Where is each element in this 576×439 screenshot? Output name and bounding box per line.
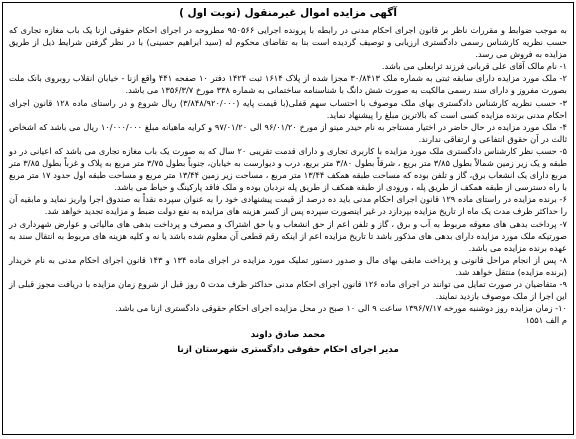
clause-4: ۴- ملک مورد مزایده در حال حاضر در اختیار مستاجر به نام حیدر مینو از مورخ ۹۶/۰۱/۲۰ الی ۹۷/۰۱/۲۰ و کرایه ماهیانه مبلغ ۱۰/۰۰۰/۰۰۰ ریال می باشد که اشخاص ثالث در آن حقوق انتفاعی و ارتفاقی ندارند. (9, 121, 567, 144)
clause-9: ۹- متقاضیان در صورت تمایل می توانند در اجرای ماده ۱۲۶ قانون اجرای احکام مدنی حداکثر ظرف مدت ۵ روز قبل از شروع زمان مزایده با دریافت مجوز قبلی از این اجرا از ملک موصوف بازدید نمایند. (9, 278, 567, 302)
notice-title: آگهی مزایده اموال غیرمنقول (نوبت اول ) (179, 7, 397, 19)
auction-notice (2, 2, 574, 435)
clause-7: ۷- پرداخت بدهی های معوقه مربوط به آب و برق ، گاز و تلفن اعم از حق انشعاب و یا حق اشتراک و مصرف و پرداخت بدهی های مالیاتی و عوارض شهرداری در صورتیکه ملک مورد مزایده دارای بدهی های مذکور باشد تا تاریخ مزایده اعم از اینکه رقم قطعی آن معلوم شده باشد یا نه و کلیه هزینه های مربوط به انتقال سند به عهده برنده مزایده می باشد. (9, 218, 567, 253)
notice-body (9, 24, 567, 326)
clause-3: ۳- حسب نظریه کارشناس دادگستری بهای ملک موصوف با احتساب سهم قفلی(با قیمت پایه (۳/۸۴۸/۹۲۰/۰۰۰) ریال شروع و در راستای ماده ۱۲۸ قانون اجرای احکام مدنی برنده مزایده کسی است که بالاترین مبلغ را پیشنهاد نماید. (9, 97, 567, 120)
clause-5: ۵- حسب نظر کارشناس دادگستری ملک مورد مزایده با کاربری تجاری و دارای قدمت تقریبی ۲۰ سال که به صورت یک باب مغازه تجاری می باشد که اعیانی در دو طبقه و یک زیر زمین شمالاً بطول ۳/۸۵ متر بریع ، شرقاً بطول ۳/۸۰ متر بریع، درب و دیوارست به خیابان، جنوباً بطول ۳/۷۵ متر مربع به پلاک و غرباً بطول ۳/۸۵ متر مربع دارای یک انشعاب برق، گاز و تلفن بوده که مساحت طبقه همکف ۱۳/۴۴ متر مربع ، مساحت زیر زمین ۱۳/۴۴ متر مربع و مساحت طبقه اول حدود ۱۷ متر مربع با راه دسترسی از طبقه همکف از طریق پله ، ورودی از طبقه همکف از طریق پله نردبان بوده و ملک فاقد پارکینگ و حیاط می باشد. (9, 145, 568, 193)
signature-name: محمد صادق داوند (250, 330, 326, 341)
intro-paragraph: به موجب ضوابط و مقررات ناظر بر قانون اجرای احکام مدنی در رابطه با پرونده اجرایی ۹۵۰۵۶۶ مطروحه در اجرای احکام حقوقی ازنا یک باب مغازه تجاری که حسب نظریه کارشناس رسمی دادگستری ارزیابی و توصیف گردیده است بنا به تقاضای محکوم له (سید ابراهیم حسینی) با در نظر گرفتن شرایط ذیل از طریق مزایده به فروش می رسد. (9, 25, 567, 60)
clause-8: ۸- پس از انجام مراحل قانونی و پرداخت مابقی بهای مال و صدور دستور تملیک مورد مزایده در اجرای ماده ۱۳۴ و ۱۴۳ قانون اجرای احکام مدنی به نام خریدار (برنده مزایده) منتقل خواهد شد. (9, 254, 567, 277)
clause-10: ۱۰- زمان مزایده روز دوشنبه مورخه ۱۳۹۶/۷/۱۷ ساعت ۹ الی ۱۰ صبح در محل مزایده اجرای احکام حقوقی دادگستری ازنا می باشد. (115, 303, 567, 314)
clause-1: ۱- نام مالک آقای علی قربانی فرزند ثرابعلی می باشد. (381, 61, 567, 72)
signature-title: مدیر اجرای احکام حقوقی دادگستری شهرستان ازنا (177, 345, 399, 356)
clause-2: ۲- ملک مورد مزایده دارای سابقه ثبتی به شماره ملک ۳۰/۸۴۱۳ مجزا شده از پلاک ۱۶۱۴ ثبت ۱۴۲۴ دفتر ۱۰ صفحه ۴۴۱ واقع ازنا - خیابان انقلاب روبروی بانک ملت بصورت مفروز و دارای سند رسمی مالکیت به صورت شش دانگ با شناسنامه ساختمانی به شماره ۳۳۸ مورخ ۱۳۵۶/۳/۷ می باشد. (9, 73, 567, 96)
reference-code: م الف ۱۵۵۱ (525, 315, 567, 326)
clause-6: ۶- برنده مزایده در راستای ماده ۱۲۹ قانون اجرای احکام مدنی باید ده درصد از قیمت پیشنهادی خود را به عنوان سپرده نقداً به صندوق اجرا واریز نماید و مابقیه آن را حداکثر ظرف مدت یک ماه از تاریخ مزایده بپردازد در غیر اینصورت سپرده پس از کسر هزینه های مزایده به نفع دولت ضبط و مزایده تجدید خواهد شد. (9, 194, 567, 217)
